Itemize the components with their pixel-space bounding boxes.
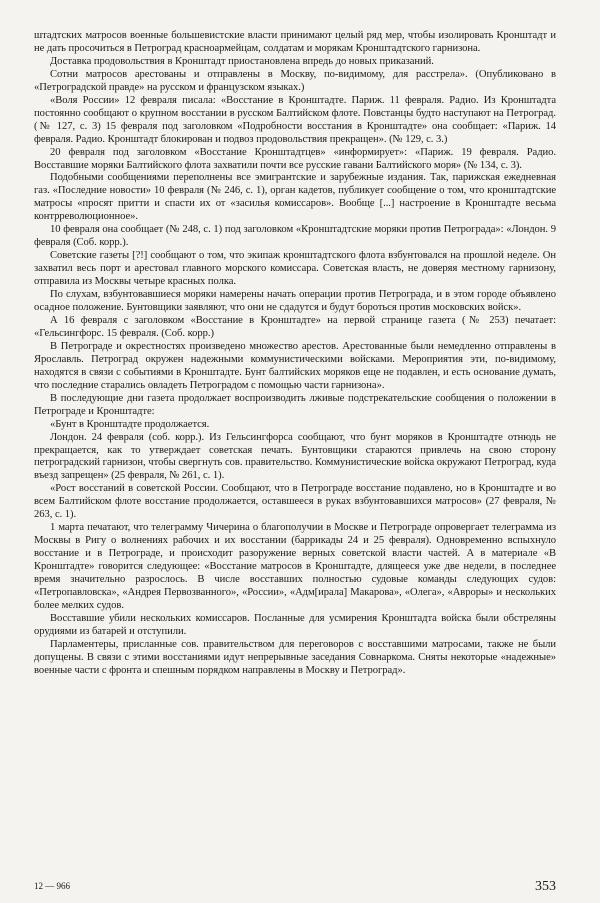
paragraph: «Воля России» 12 февраля писала: «Восстание в Кронштадте. Париж. 11 февраля. Радио. Из Кронштадта постоянно сообщают о крупном восстании в русском Балтийском флоте. Повстанцы будто наступают на Петроград. (№ 127, с. 3) 15 февраля под заголовком «Подробности восстания в Кронштадте» она сообщает: «Париж. 14 февраля. Радио. Кронштадт блокирован и подвоз продовольствия прекращен». (№ 129, с. 3.)	[34, 94, 556, 145]
paragraph: По слухам, взбунтовавшиеся моряки намерены начать операции против Петрограда, и в этом городе объявлено осадное положение. Бунтовщики заявляют, что они не сдадутся и будут бороться против московских войск».	[34, 289, 556, 314]
paragraph: «Рост восстаний в советской России. Сообщают, что в Петрограде восстание подавлено, но в Кронштадте и во всем Балтийском флоте восстание продолжается, оставшееся в руках взбунтовавшихся матросов» (27 февраля, № 263, с. 1).	[34, 483, 556, 521]
paragraph: Парламентеры, присланные сов. правительством для переговоров с восставшими матросами, также не были допущены. В связи с этими восстаниями идут непрерывные заседания Совнаркома. Сняты некоторые «надежные» военные части с фронта и спешным порядком направлены в Москву и Петроград».	[34, 638, 556, 676]
paragraph: В Петрограде и окрестностях произведено множество арестов. Арестованные были немедленно отправлены в Ярославль. Петроград окружен надежными коммунистическими войсками. Мероприятия эти, по-видимому, находятся в связи с событиями в Кронштадте. Бунт балтийских моряков еще не подавлен, и есть основание думать, что последние старались овладеть Петроградом с помощью части гарнизона».	[34, 340, 556, 391]
printer-signature: 12 — 966	[34, 881, 70, 891]
paragraph: штадтских матросов военные большевистские власти принимают целый ряд мер, чтобы изолировать Кронштадт и не дать просочиться в Петроград красноармейцам, солдатам и морякам Кронштадтского гарнизона.	[34, 30, 556, 54]
paragraph: Лондон. 24 февраля (соб. корр.). Из Гельсингфорса сообщают, что бунт моряков в Кронштадте отнюдь не прекращается, как то утверждает советская печать. Бунтовщики стараются привлечь на свою сторону петроградский гарнизон, чтобы свергнуть сов. правительство. Коммунистические войска окружают Петроград, куда въезд запрещен» (25 февраля, № 261, с. 1).	[34, 431, 556, 482]
paragraph: «Бунт в Кронштадте продолжается.	[50, 418, 210, 430]
paragraph: А 16 февраля с заголовком «Восстание в Кронштадте» на первой странице газета (№ 253) печатает: «Гельсингфорс. 15 февраля. (Соб. корр.)	[34, 314, 556, 339]
paragraph: Доставка продовольствия в Кронштадт приостановлена впредь до новых приказаний.	[50, 55, 434, 67]
paragraph: В последующие дни газета продолжает воспроизводить лживые подстрекательские сообщения о положении в Петрограде и Кронштадте:	[34, 392, 556, 417]
page-footer	[34, 875, 556, 895]
body-text	[34, 30, 556, 678]
paragraph: Восставшие убили нескольких комиссаров. Посланные для усмирения Кронштадта войска были обстреляны орудиями из батарей и отступили.	[34, 612, 556, 637]
paragraph: 10 февраля она сообщает (№ 248, с. 1) под заголовком «Кронштадтские моряки против Петрограда»: «Лондон. 9 февраля (Соб. корр.).	[34, 224, 556, 249]
paragraph: Советские газеты [?!] сообщают о том, что экипаж кронштадтского флота взбунтовался на прошлой неделе. Он захватил весь порт и арестовал главного морского комиссара. Советская власть, не доверяя местному гарнизону, отправила из Москвы четыре красных полка.	[34, 250, 556, 288]
paragraph: 20 февраля под заголовком «Восстание Кронштадтцев» «информирует»: «Париж. 19 февраля. Радио. Восставшие моряки Балтийского флота захватили почти все русские гавани Балтийского моря» (№ 134, с. 3).	[34, 146, 556, 171]
paragraph: Сотни матросов арестованы и отправлены в Москву, по-видимому, для расстрела». (Опубликовано в «Петроградской правде» на русском и французском языках.)	[34, 68, 556, 93]
paragraph: 1 марта печатают, что телеграмму Чичерина о благополучии в Москве и Петрограде опровергает телеграмма из Москвы в Ригу о волнениях рабочих и их восстании (баррикады 24 и 25 февраля). Одновременно вспыхнуло восстание и в Петрограде, и происходит разоружение верных советской власти частей. А в материале «В Кронштадте» говорится следующее: «Восстание матросов в Кронштадте, длящееся уже две недели, в последнее время значительно разрослось. В числе восставших полностью судовые команды следующих судов: «Петропавловска», «Андрея Первозванного», «России», «Адм[ирала] Макарова», «Олега», «Авроры» и нескольких более мелких судов.	[34, 522, 556, 611]
page-number: 353	[535, 879, 556, 894]
paragraph: Подобными сообщениями переполнены все эмигрантские и зарубежные издания. Так, парижская ежедневная газ. «Последние новости» 10 февраля (№ 246, с. 1), орган кадетов, публикует сообщение о том, что кронштадтские матросы «просят притти и спасти их от «засилья комиссаров». Вообще [...] настроение в Кронштадте весьма контрреволюционное».	[34, 172, 556, 223]
